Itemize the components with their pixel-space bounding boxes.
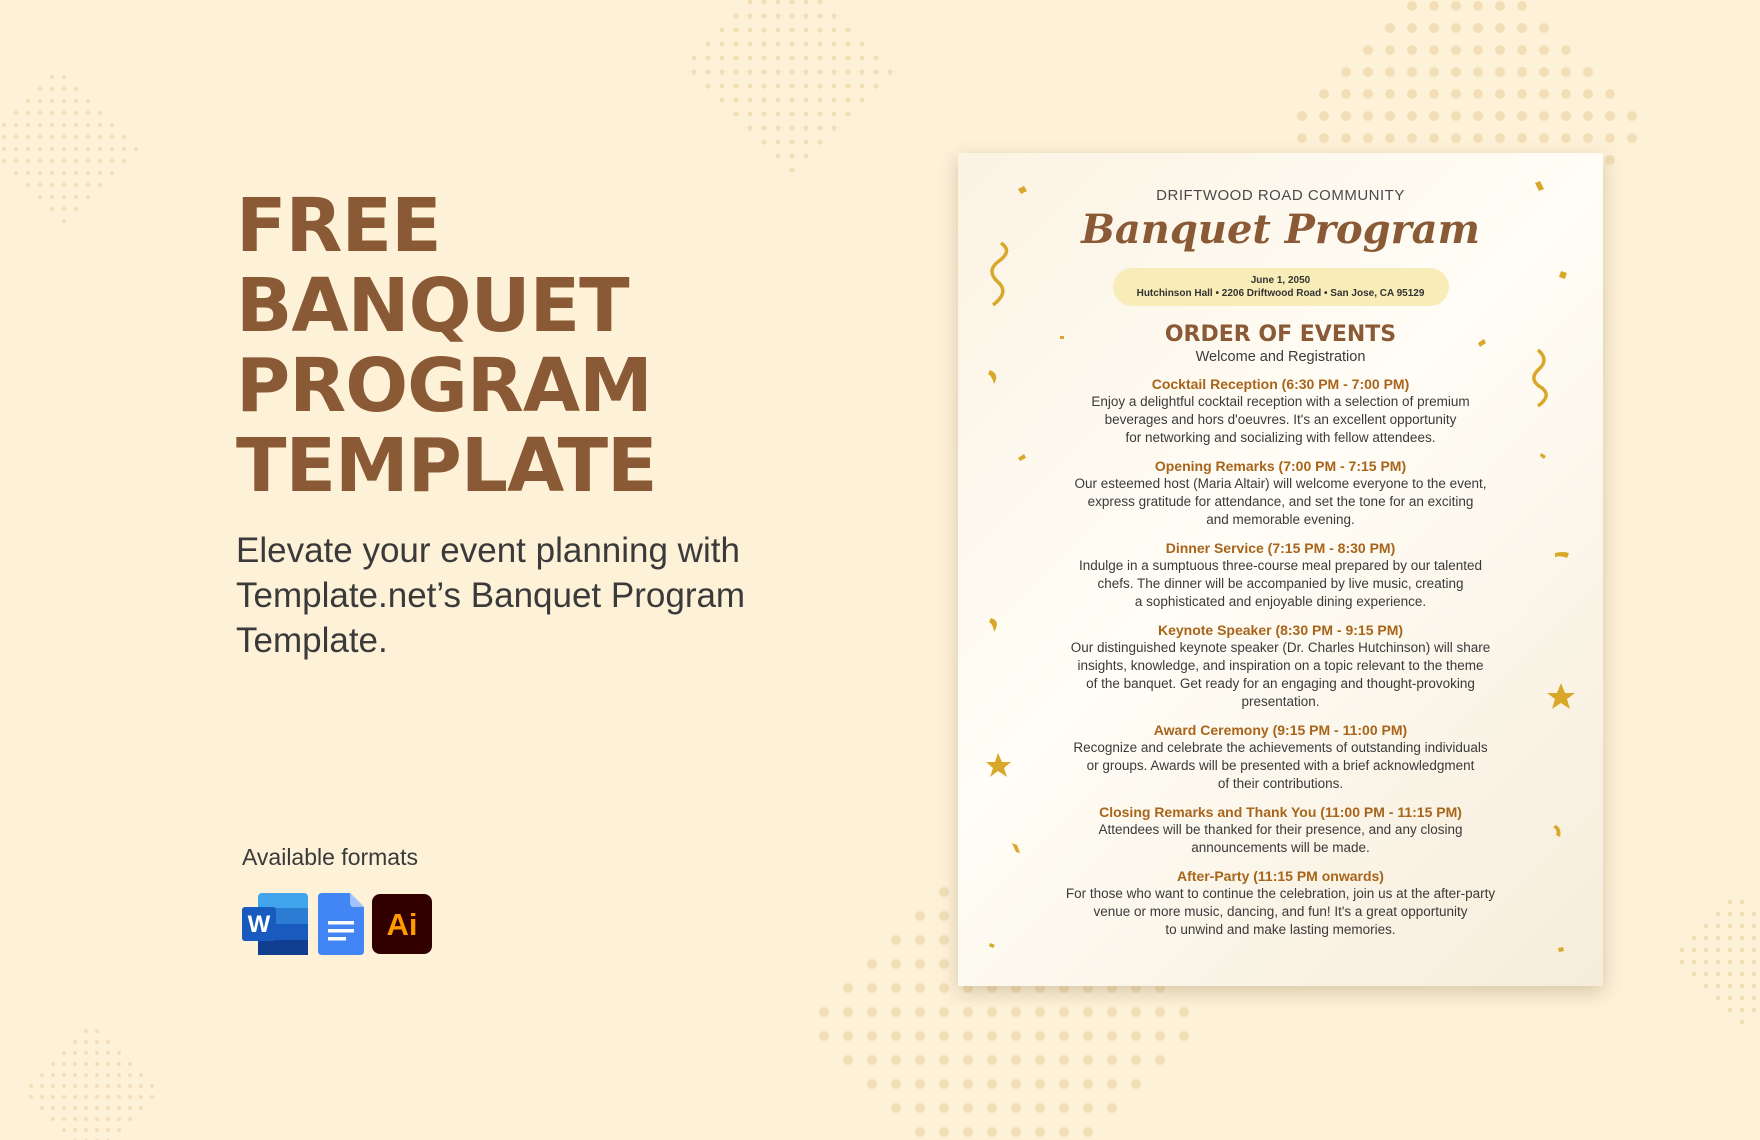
event-description-line: Attendees will be thanked for their presence, and any closing (1098, 822, 1463, 837)
event-item (1018, 721, 1543, 793)
event-item (1018, 457, 1543, 529)
format-icon-list (242, 893, 432, 955)
event-description (1018, 557, 1543, 611)
word-glyph: W (247, 911, 271, 938)
available-formats (242, 844, 432, 955)
event-title: Award Ceremony (9:15 PM - 11:00 PM) (1153, 722, 1408, 738)
event-description (1018, 393, 1543, 447)
event-title: After-Party (11:15 PM onwards) (1177, 868, 1384, 884)
community-name: DRIFTWOOD ROAD COMMUNITY (1156, 187, 1405, 204)
event-description-line: or groups. Awards will be presented with a brief acknowledgment (1086, 758, 1475, 773)
event-description-line: and memorable evening. (1206, 512, 1355, 527)
subtitle-line: Template.net’s Banquet Program (236, 576, 746, 615)
order-of-events-heading: ORDER OF EVENTS (1164, 322, 1397, 347)
event-item (1018, 375, 1543, 447)
event-description-line: a sophisticated and enjoyable dining experience. (1134, 594, 1427, 609)
formats-label: Available formats (242, 844, 418, 870)
event-description-line: venue or more music, dancing, and fun! It's a great opportunity (1093, 904, 1468, 919)
event-description-line: of the banquet. Get ready for an engaging and thought-provoking (1086, 676, 1475, 691)
page-subtitle (236, 528, 796, 663)
event-description-line: Our distinguished keynote speaker (Dr. Charles Hutchinson) will share (1070, 640, 1491, 655)
event-description-line: For those who want to continue the celebration, join us at the after-party (1065, 886, 1496, 901)
event-description-line: insights, knowledge, and inspiration on a topic relevant to the theme (1077, 658, 1484, 673)
title-line: TEMPLATE (236, 423, 657, 509)
event-item (1018, 803, 1543, 857)
event-description-line: Our esteemed host (Maria Altair) will welcome everyone to the event, (1074, 476, 1487, 491)
word-icon[interactable] (242, 893, 310, 955)
event-description-line: announcements will be made. (1191, 840, 1370, 855)
event-description-line: to unwind and make lasting memories. (1165, 922, 1396, 937)
event-description-line: presentation. (1241, 694, 1320, 709)
title-line: PROGRAM (236, 343, 652, 429)
welcome-line: Welcome and Registration (1195, 349, 1366, 365)
event-description-line: express gratitude for attendance, and set the tone for an exciting (1087, 494, 1474, 509)
illustrator-icon[interactable] (372, 894, 432, 954)
event-description (1018, 739, 1543, 793)
event-description (1018, 885, 1543, 939)
event-description-line: beverages and hors d'oeuvres. It's an excellent opportunity (1104, 412, 1457, 427)
event-list (1018, 375, 1543, 939)
event-description (1018, 821, 1543, 857)
event-title: Opening Remarks (7:00 PM - 7:15 PM) (1154, 458, 1407, 474)
event-description-line: for networking and socializing with fellow attendees. (1125, 430, 1436, 445)
event-title: Cocktail Reception (6:30 PM - 7:00 PM) (1151, 376, 1410, 392)
event-description-line: Enjoy a delightful cocktail reception with a selection of premium (1091, 394, 1470, 409)
subtitle-line: Template. (236, 621, 388, 660)
subtitle-line: Elevate your event planning with (236, 531, 740, 570)
event-description (1018, 475, 1543, 529)
program-document-preview (958, 153, 1603, 986)
event-date: June 1, 2050 (1250, 275, 1311, 286)
event-item (1018, 621, 1543, 711)
event-venue: Hutchinson Hall • 2206 Driftwood Road • San Jose, CA 95129 (1136, 288, 1425, 299)
date-venue-pill (1113, 268, 1449, 306)
title-line: FREE BANQUET (236, 183, 629, 349)
event-description-line: Recognize and celebrate the achievements of outstanding individuals (1073, 740, 1488, 755)
google-docs-icon[interactable] (318, 893, 364, 955)
event-item (1018, 539, 1543, 611)
page-title (236, 183, 836, 509)
illustrator-glyph: Ai (386, 907, 418, 942)
event-description-line: of their contributions. (1217, 776, 1344, 791)
event-description-line: Indulge in a sumptuous three-course meal prepared by our talented (1079, 558, 1482, 573)
event-description (1018, 639, 1543, 711)
event-description-line: chefs. The dinner will be accompanied by live music, creating (1097, 576, 1464, 591)
program-title: Banquet Program (1081, 206, 1480, 253)
program-content (1018, 187, 1543, 939)
hero-section (236, 183, 836, 663)
event-title: Dinner Service (7:15 PM - 8:30 PM) (1165, 540, 1396, 556)
event-item (1018, 867, 1543, 939)
event-title: Closing Remarks and Thank You (11:00 PM - 11:15 PM) (1099, 804, 1462, 820)
event-title: Keynote Speaker (8:30 PM - 9:15 PM) (1157, 622, 1404, 638)
